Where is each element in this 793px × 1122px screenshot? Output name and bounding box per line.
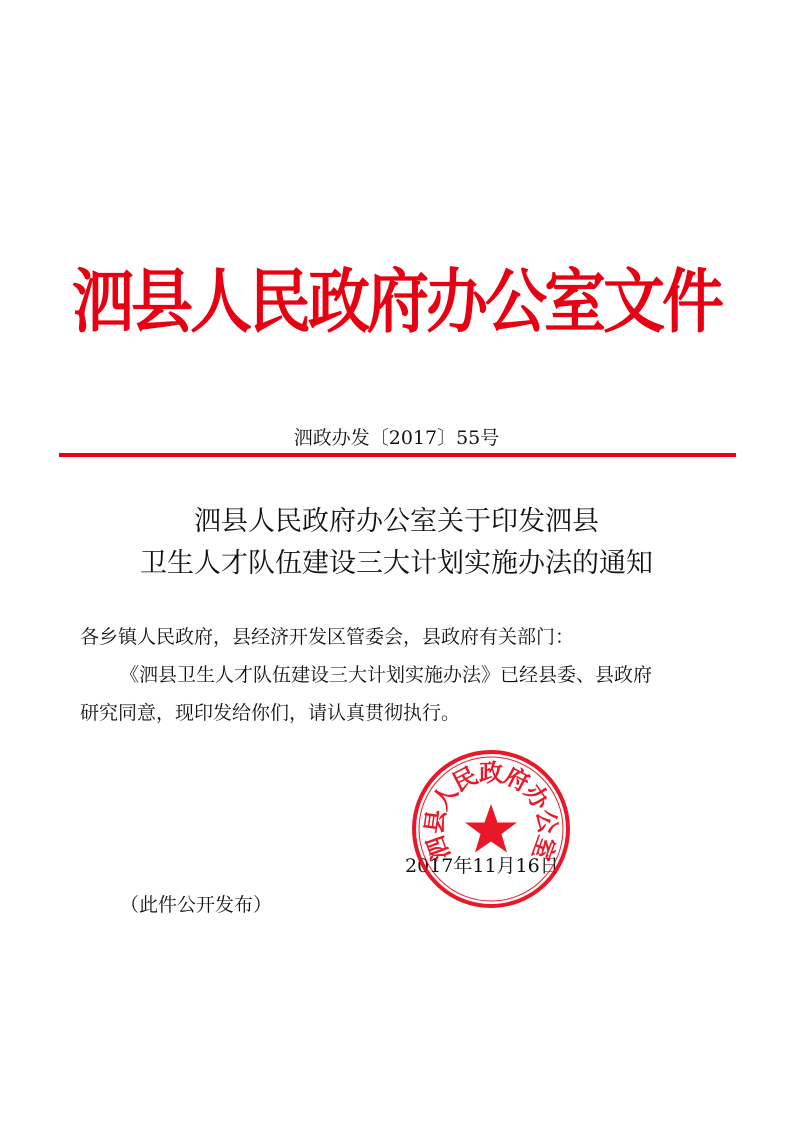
seal-char: 办 — [518, 778, 557, 815]
official-seal — [410, 748, 572, 910]
seal-char: 泗 — [420, 832, 456, 865]
seal-char: 人 — [425, 778, 464, 815]
salutation: 各乡镇人民政府，县经济开发区管委会，县政府有关部门： — [80, 626, 575, 648]
seal-char: 府 — [499, 760, 535, 798]
notice-title-line-2: 卫生人才队伍建设三大计划实施办法的通知 — [140, 548, 653, 579]
seal-char: 民 — [447, 760, 483, 798]
body-paragraph-line-2: 研究同意，现印发给你们，请认真贯彻执行。 — [80, 702, 461, 724]
red-divider-line — [59, 453, 736, 457]
notice-title-line-1: 泗县人民政府办公室关于印发泗县 — [194, 506, 599, 537]
document-number: 泗政办发〔2017〕55号 — [293, 427, 500, 449]
seal-char: 县 — [419, 807, 451, 836]
issue-date: 2017年11月16日 — [405, 855, 559, 877]
publish-note: （此件公开发布） — [120, 894, 273, 916]
star-icon — [465, 804, 517, 853]
body-paragraph-line-1: 《泗县卫生人才队伍建设三大计划实施办法》已经县委、县政府 — [120, 664, 653, 686]
seal-char: 公 — [531, 807, 563, 836]
seal-char: 政 — [479, 758, 503, 787]
seal-char: 室 — [526, 832, 562, 865]
masthead: 泗县人民政府办公室文件 — [71, 260, 721, 343]
